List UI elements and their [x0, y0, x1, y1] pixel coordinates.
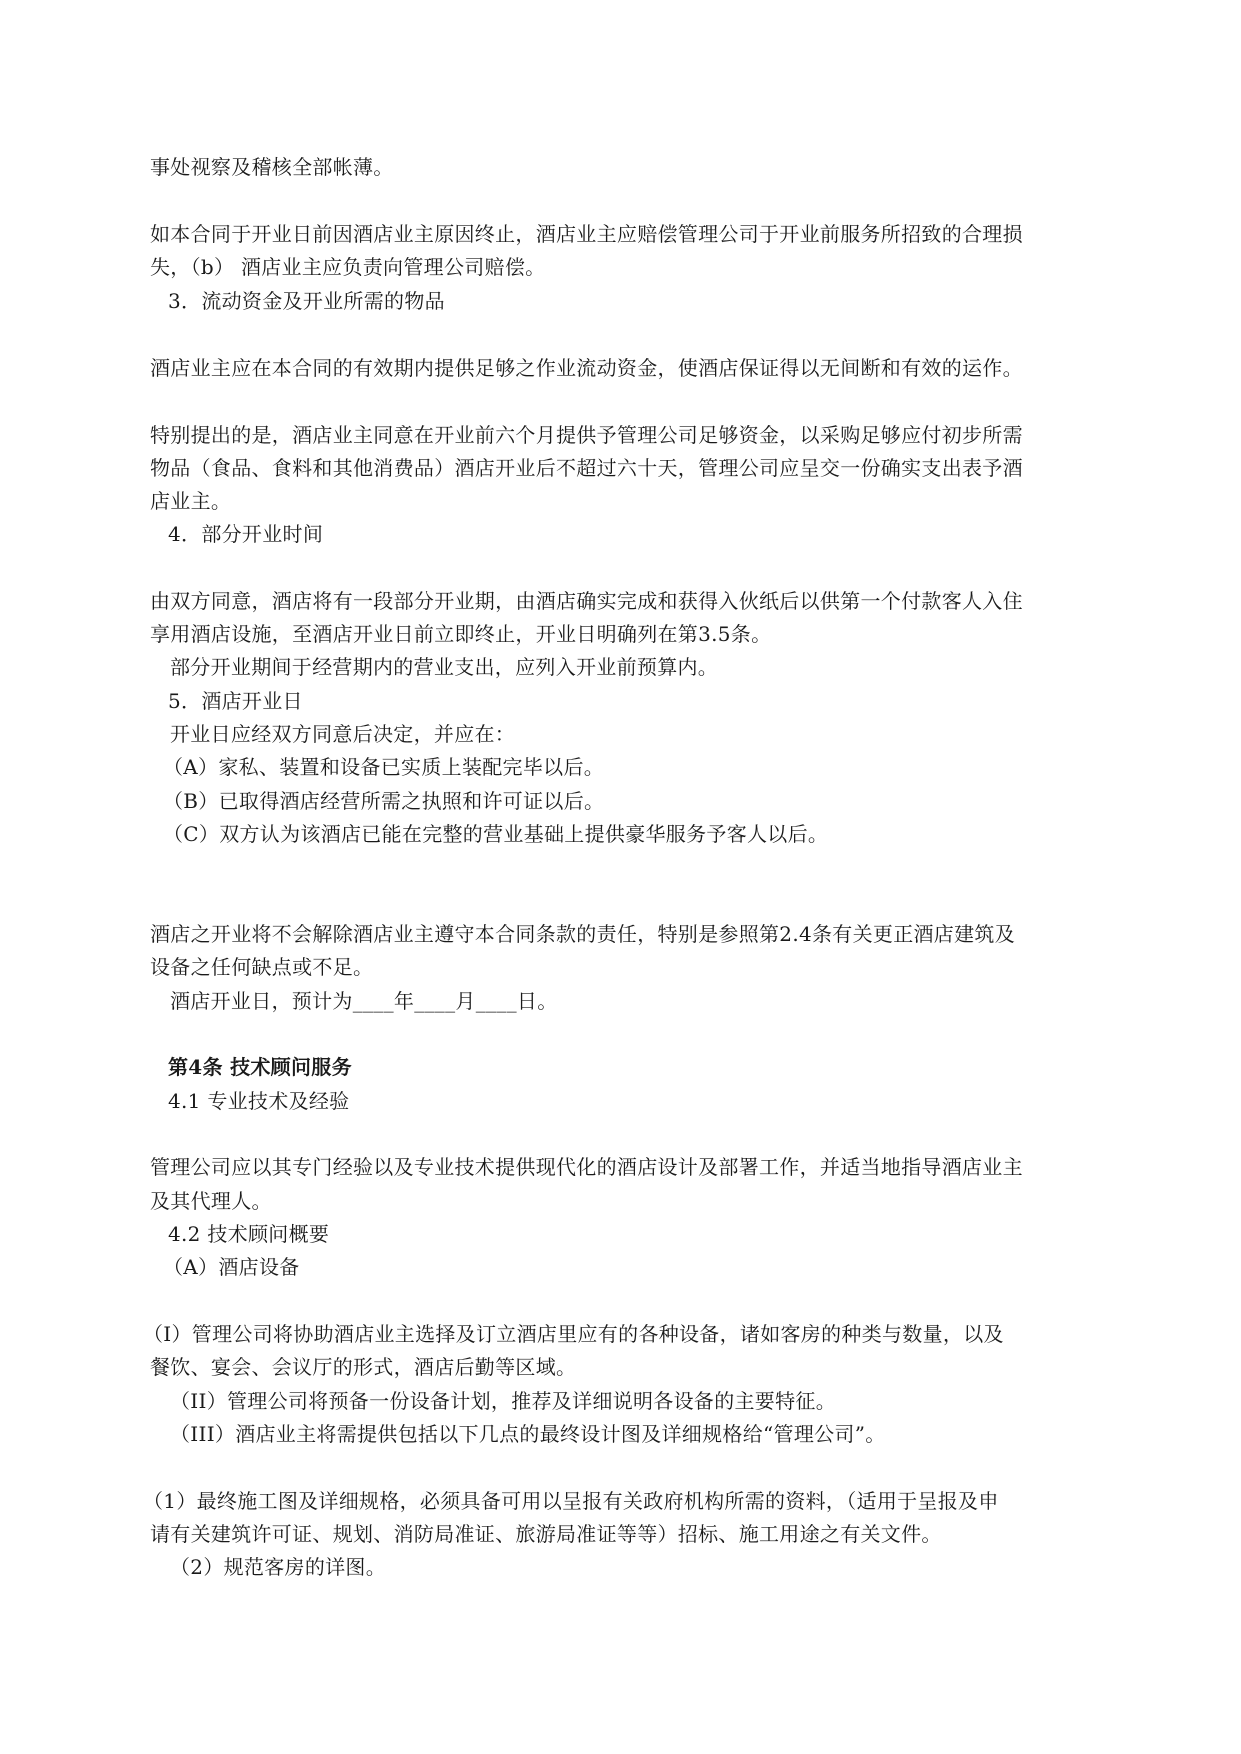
list-item: （I）管理公司将协助酒店业主选择及订立酒店里应有的各种设备，诸如客房的种类与数量，以及 — [143, 1322, 1004, 1346]
text-line: 酒店之开业将不会解除酒店业主遵守本合同条款的责任，特别是参照第2.4条有关更正酒店建筑及 — [150, 922, 1016, 946]
list-item: （III）酒店业主将需提供包括以下几点的最终设计图及详细规格给“管理公司”。 — [170, 1422, 886, 1446]
list-item: （1）最终施工图及详细规格，必须具备可用以呈报有关政府机构所需的资料，（适用于呈报及申 — [143, 1489, 999, 1513]
text-line: 设备之任何缺点或不足。 — [150, 955, 374, 979]
text-line: 请有关建筑许可证、规划、消防局准证、旅游局准证等等）招标、施工用途之有关文件。 — [150, 1522, 942, 1546]
subsection-heading: 4.2 技术顾问概要 — [168, 1222, 330, 1246]
section-heading: 3．流动资金及开业所需的物品 — [168, 289, 445, 313]
text-line: 由双方同意，酒店将有一段部分开业期，由酒店确实完成和获得入伙纸后以供第一个付款客人入住 — [150, 589, 1023, 613]
text-line: 物品（食品、食料和其他消费品）酒店开业后不超过六十天，管理公司应呈交一份确实支出表予酒 — [150, 456, 1023, 480]
section-heading: 5．酒店开业日 — [168, 689, 303, 713]
list-item: （B）已取得酒店经营所需之执照和许可证以后。 — [163, 789, 605, 813]
text-line: 酒店开业日，预计为____年____月____日。 — [170, 989, 558, 1013]
text-line: 店业主。 — [150, 489, 232, 513]
article-heading: 第4条 技术顾问服务 — [168, 1055, 352, 1079]
list-item: （2）规范客房的详图。 — [170, 1555, 387, 1579]
text-line: 如本合同于开业日前因酒店业主原因终止，酒店业主应赔偿管理公司于开业前服务所招致的合理损 — [150, 222, 1023, 246]
list-item: （C）双方认为该酒店已能在完整的营业基础上提供豪华服务予客人以后。 — [163, 822, 829, 846]
text-line: 及其代理人。 — [150, 1189, 272, 1213]
section-heading: 4．部分开业时间 — [168, 522, 324, 546]
text-line: 享用酒店设施，至酒店开业日前立即终止，开业日明确列在第3.5条。 — [150, 622, 772, 646]
text-line: 部分开业期间于经营期内的营业支出，应列入开业前预算内。 — [170, 655, 719, 679]
text-line: 管理公司应以其专门经验以及专业技术提供现代化的酒店设计及部署工作，并适当地指导酒店业主 — [150, 1155, 1023, 1179]
text-line: 事处视察及稽核全部帐薄。 — [150, 155, 394, 179]
list-item: （A）家私、装置和设备已实质上装配完毕以后。 — [163, 755, 605, 779]
text-line: 失，（b） 酒店业主应负责向管理公司赔偿。 — [150, 255, 546, 279]
list-item: （II）管理公司将预备一份设备计划，推荐及详细说明各设备的主要特征。 — [170, 1389, 836, 1413]
text-line: 开业日应经双方同意后决定，并应在： — [170, 722, 516, 746]
text-line: 餐饮、宴会、会议厅的形式，酒店后勤等区域。 — [150, 1355, 577, 1379]
list-item: （A）酒店设备 — [163, 1255, 300, 1279]
subsection-heading: 4.1 专业技术及经验 — [168, 1089, 350, 1113]
text-line: 特别提出的是，酒店业主同意在开业前六个月提供予管理公司足够资金，以采购足够应付初步所需 — [150, 423, 1023, 447]
text-line: 酒店业主应在本合同的有效期内提供足够之作业流动资金，使酒店保证得以无间断和有效的运作。 — [150, 356, 1023, 380]
